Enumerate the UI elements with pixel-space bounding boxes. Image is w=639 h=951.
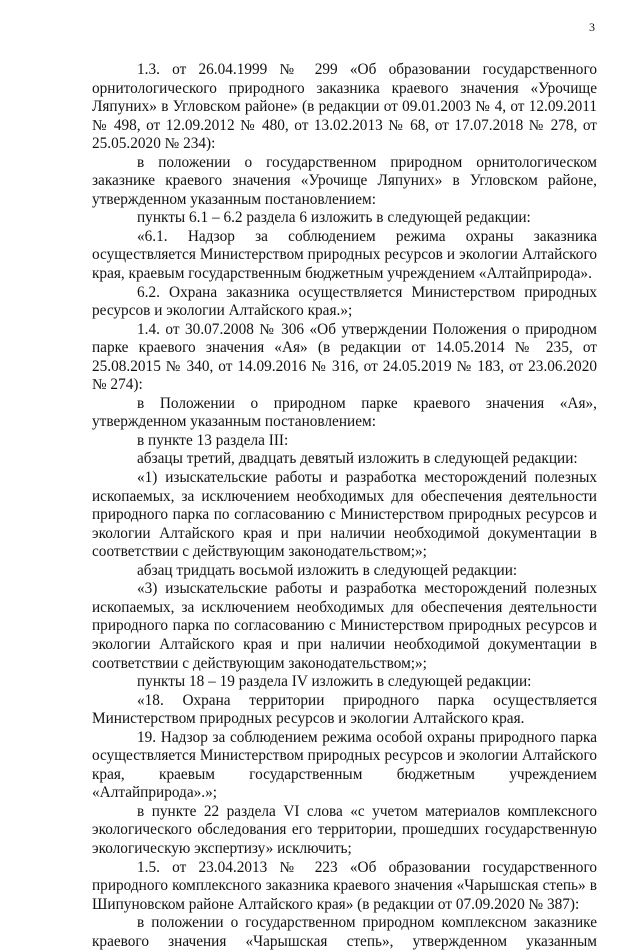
document-body — [92, 61, 597, 951]
paragraph-item-1-5: 1.5. от 23.04.2013 № 223 «Об образовании государственного природного комплексного заказника краевого значения «Чарышская степь» в Шипуновском районе Алтайского края» (в редакции от 07.09.2020 № 387): — [92, 858, 597, 913]
paragraph-19: 19. Надзор за соблюдением режима особой охраны природного парка осуществляется Министерством природных ресурсов и экологии Алтайского края, краевым государственным бюджетным учреждением «Алтайприрода».»; — [92, 728, 597, 802]
paragraph-lyapunikh-regulation: в положении о государственном природном орнитологическом заказнике краевого значения «Урочище Ляпуних» в Угловском районе, утвержденном указанным постановлением: — [92, 153, 597, 208]
paragraph-charysh-regulation: в положении о государственном природном комплексном заказнике краевого значения «Чарышская степь», утвержденном указанным — [92, 914, 597, 950]
paragraph-abzats-38: абзац тридцать восьмой изложить в следующей редакции: — [137, 561, 518, 579]
paragraph-point-13: в пункте 13 раздела III: — [137, 431, 289, 449]
paragraph-18: «18. Охрана территории природного парка осуществляется Министерством природных ресурсов и экологии Алтайского края. — [92, 691, 597, 728]
page-number: 3 — [589, 20, 595, 34]
paragraph-item-1-4: 1.4. от 30.07.2008 № 306 «Об утверждении Положения о природном парке краевого значения «Ая» (в редакции от 14.05.2014 № 235, от 25.08.2015 № 340, от 14.09.2016 № 316, от 24.05.2019 № 183, от 23.06.2020 № 274): — [92, 320, 597, 394]
paragraph-points-18-19: пункты 18 – 19 раздела IV изложить в следующей редакции: — [137, 673, 532, 691]
paragraph-point-22: в пункте 22 раздела VI слова «с учетом материалов комплексного экологического обследования его территории, прошедших государственную экологическую экспертизу» исключить; — [92, 802, 597, 857]
paragraph-item-1-3: 1.3. от 26.04.1999 № 299 «Об образовании государственного орнитологического природного заказника краевого значения «Урочище Ляпуних» в Угловском районе» (в редакции от 09.01.2003 № 4, от 12.09.2011 № 498, от 12.09.2012 № 480, от 13.02.2013 № 68, от 17.07.2018 № 278, от 25.05.2020 № 234): — [92, 61, 597, 153]
paragraph-6-1: «6.1. Надзор за соблюдением режима охраны заказника осуществляется Министерством природных ресурсов и экологии Алтайского края, краевым государственным бюджетным учреждением «Алтайприрода». — [92, 227, 597, 283]
paragraph-6-2: 6.2. Охрана заказника осуществляется Министерством природных ресурсов и экологии Алтайского края.»; — [92, 283, 597, 320]
paragraph-item-1: «1) изыскательские работы и разработка месторождений полезных ископаемых, за исключением необходимых для обеспечения деятельности природного парка по согласованию с Министерством природных ресурсов и экологии Алтайского края и при наличии необходимой документации в соответствии с действующим законодательством;»; — [92, 469, 597, 561]
paragraph-aya-regulation: в Положении о природном парке краевого значения «Ая», утвержденном указанным постановлением: — [92, 394, 597, 431]
paragraph-item-3: «3) изыскательские работы и разработка месторождений полезных ископаемых, за исключением необходимых для обеспечения деятельности природного парка по согласованию с Министерством природных ресурсов и экологии Алтайского края и при наличии необходимой документации в соответствии с действующим законодательством;»; — [92, 580, 597, 672]
paragraph-points-6-1-6-2: пункты 6.1 – 6.2 раздела 6 изложить в следующей редакции: — [137, 209, 531, 227]
paragraph-abzatsy: абзацы третий, двадцать девятый изложить в следующей редакции: — [137, 450, 578, 468]
